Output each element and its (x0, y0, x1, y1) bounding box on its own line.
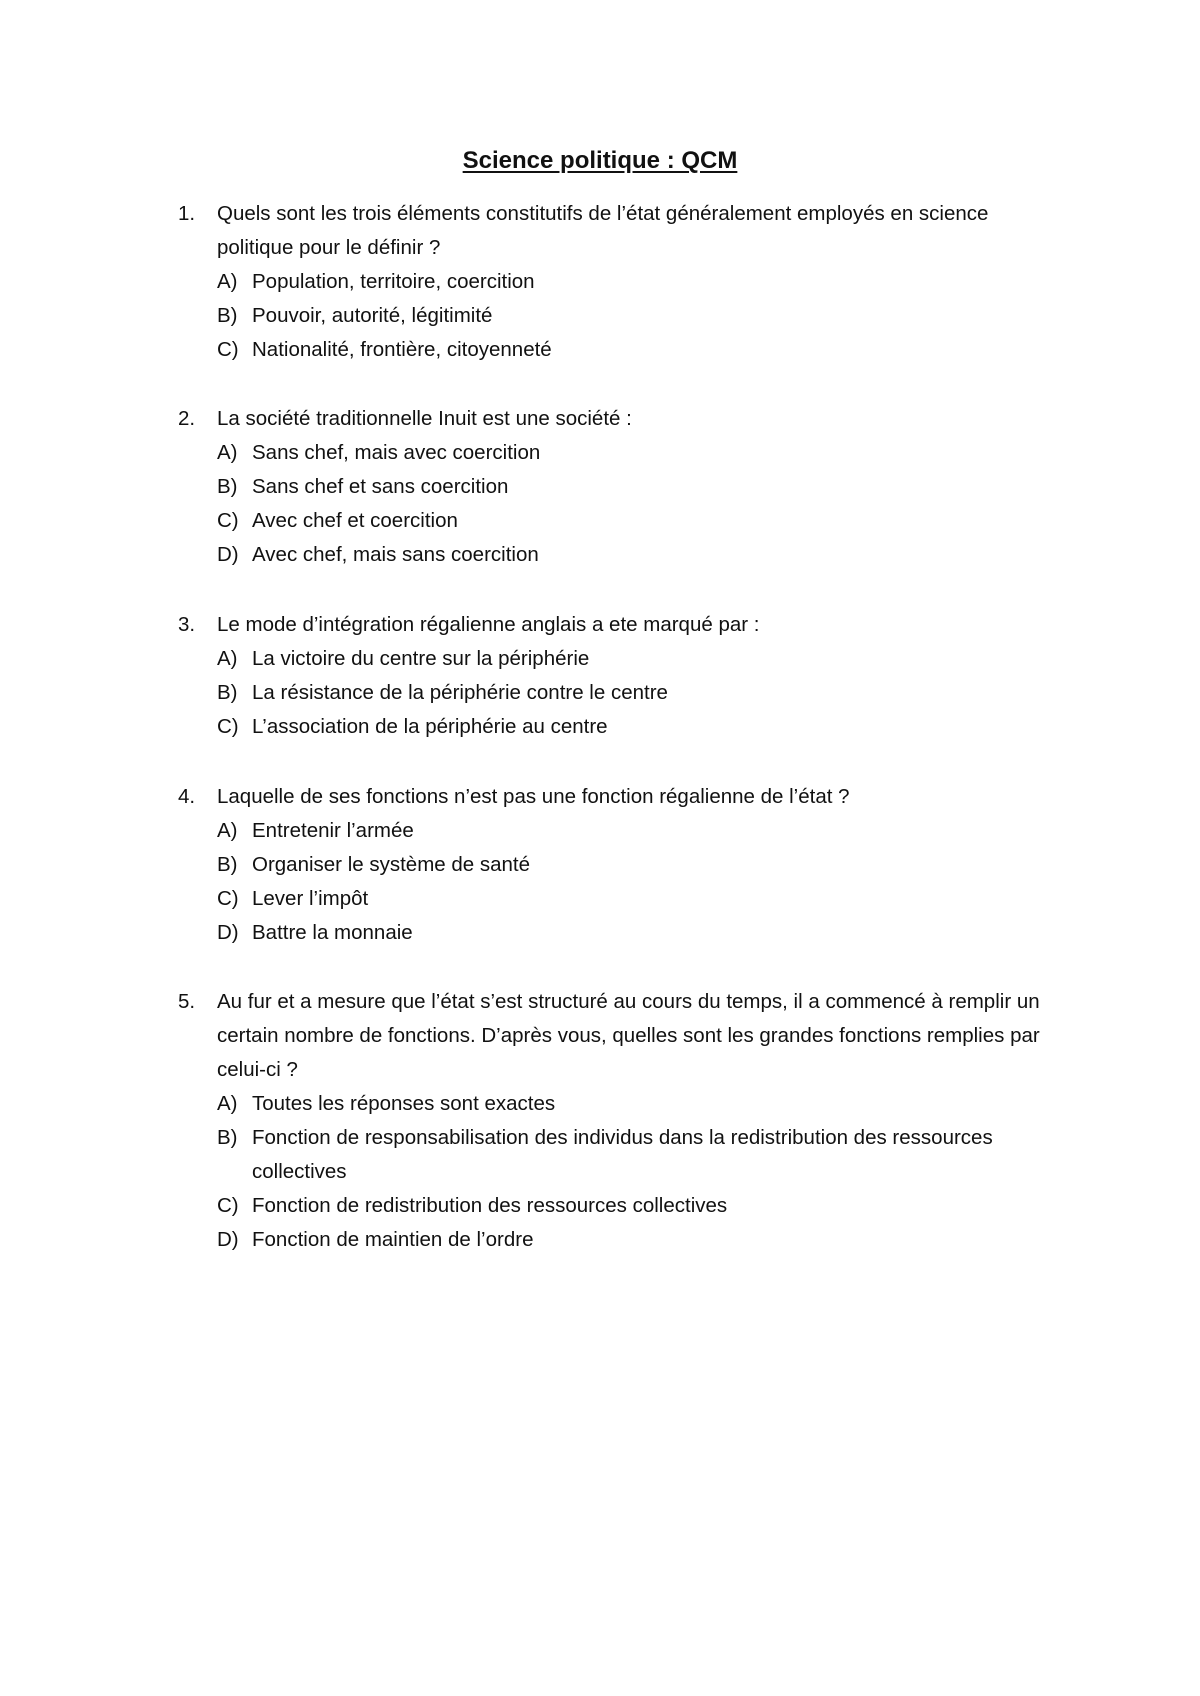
question-body: Le mode d’intégration régalienne anglais a ete marqué par : (217, 613, 760, 636)
answer-option-a (178, 1087, 1058, 1121)
question-number: 5. (178, 990, 196, 1013)
question-4 (178, 780, 1058, 950)
option-letter: A) (217, 819, 238, 842)
answer-option-a (178, 642, 1058, 676)
answer-option-c (178, 882, 1058, 916)
option-text: Sans chef et sans coercition (252, 475, 509, 498)
page-title: Science politique : QCM (462, 147, 738, 174)
answer-option-a (178, 436, 1058, 470)
option-letter: C) (217, 338, 239, 361)
answer-option-b (178, 848, 1058, 882)
answer-option-c (178, 333, 1058, 367)
option-letter: B) (217, 681, 238, 704)
answer-option-a (178, 265, 1058, 299)
option-text: Toutes les réponses sont exactes (252, 1092, 556, 1115)
option-text: Nationalité, frontière, citoyenneté (252, 338, 552, 361)
option-text: Population, territoire, coercition (252, 270, 535, 293)
answer-option-b (178, 1121, 1058, 1189)
answer-option-b (178, 299, 1058, 333)
option-letter: B) (217, 304, 238, 327)
question-number: 3. (178, 613, 196, 636)
question-text (178, 985, 1058, 1087)
option-letter: C) (217, 1194, 239, 1217)
option-letter: A) (217, 441, 238, 464)
question-3 (178, 608, 1058, 744)
option-letter: B) (217, 853, 238, 876)
option-letter: A) (217, 647, 238, 670)
answer-option-d (178, 1223, 1058, 1257)
question-1 (178, 197, 1058, 367)
option-letter: B) (217, 1126, 238, 1149)
question-text (178, 608, 1058, 642)
answer-option-d (178, 538, 1058, 572)
option-text: La victoire du centre sur la périphérie (252, 647, 590, 670)
answer-option-b (178, 470, 1058, 504)
option-text: Avec chef, mais sans coercition (252, 543, 539, 566)
question-body: Laquelle de ses fonctions n’est pas une fonction régalienne de l’état ? (217, 785, 850, 808)
option-letter: B) (217, 475, 238, 498)
question-body: Au fur et a mesure que l’état s’est structuré au cours du temps, il a commencé à remplir un certain nombre de fonctions. D’après vous, quelles sont les grandes fonctions remplies par celui-ci ? (217, 990, 1040, 1081)
question-text (178, 197, 1058, 265)
question-number: 4. (178, 785, 196, 808)
option-letter: C) (217, 887, 239, 910)
option-text: Entretenir l’armée (252, 819, 414, 842)
option-text: Battre la monnaie (252, 921, 413, 944)
question-2 (178, 402, 1058, 572)
option-text: L’association de la périphérie au centre (252, 715, 608, 738)
question-text (178, 402, 1058, 436)
option-letter: D) (217, 543, 239, 566)
question-text (178, 780, 1058, 814)
option-text: Fonction de responsabilisation des individus dans la redistribution des ressources collectives (252, 1126, 993, 1183)
question-body: Quels sont les trois éléments constitutifs de l’état généralement employés en science politique pour le définir ? (217, 202, 989, 259)
answer-option-a (178, 814, 1058, 848)
option-letter: C) (217, 509, 239, 532)
answer-option-c (178, 1189, 1058, 1223)
option-text: La résistance de la périphérie contre le centre (252, 681, 668, 704)
option-letter: A) (217, 1092, 238, 1115)
option-letter: C) (217, 715, 239, 738)
option-text: Pouvoir, autorité, légitimité (252, 304, 493, 327)
answer-option-c (178, 710, 1058, 744)
option-letter: A) (217, 270, 238, 293)
option-text: Lever l’impôt (252, 887, 369, 910)
option-text: Fonction de maintien de l’ordre (252, 1228, 534, 1251)
option-text: Avec chef et coercition (252, 509, 458, 532)
answer-option-b (178, 676, 1058, 710)
answer-option-c (178, 504, 1058, 538)
option-letter: D) (217, 921, 239, 944)
option-letter: D) (217, 1228, 239, 1251)
question-5 (178, 985, 1058, 1257)
question-body: La société traditionnelle Inuit est une société : (217, 407, 632, 430)
option-text: Organiser le système de santé (252, 853, 531, 876)
question-number: 2. (178, 407, 196, 430)
answer-option-d (178, 916, 1058, 950)
option-text: Fonction de redistribution des ressources collectives (252, 1194, 728, 1217)
option-text: Sans chef, mais avec coercition (252, 441, 541, 464)
question-number: 1. (178, 202, 196, 225)
